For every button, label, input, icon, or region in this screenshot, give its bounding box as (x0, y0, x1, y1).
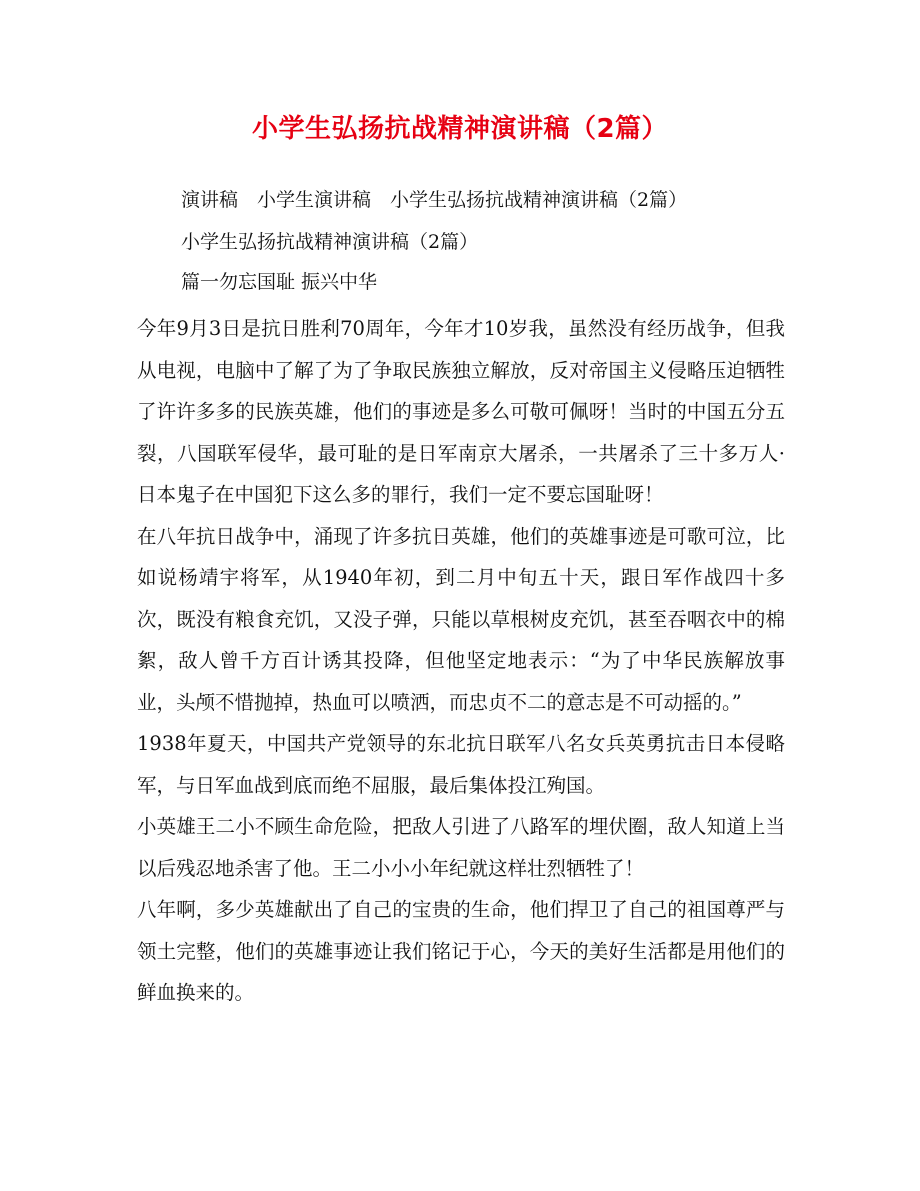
document-meta-tags: 演讲稿 小学生演讲稿 小学生弘扬抗战精神演讲稿（2篇） (181, 189, 688, 211)
document-body (137, 308, 785, 1014)
document-title: 小学生弘扬抗战精神演讲稿（2篇） (251, 114, 669, 144)
section-heading: 篇一勿忘国耻 振兴中华 (181, 271, 378, 293)
document-subtitle: 小学生弘扬抗战精神演讲稿（2篇） (181, 231, 479, 253)
paragraph-4: 小英雄王二小不顾生命危险，把敌人引进了八路军的埋伏圈，敌人知道上当以后残忍地杀害了他。王二小小小年纪就这样壮烈牺牲了！ (137, 815, 785, 880)
paragraph-3: 1938年夏天，中国共产党领导的东北抗日联军八名女兵英勇抗击日本侵略军，与日军血战到底而绝不屈服，最后集体投江殉国。 (137, 732, 785, 797)
paragraph-5: 八年啊，多少英雄献出了自己的宝贵的生命，他们捍卫了自己的祖国尊严与领土完整，他们的英雄事迹让我们铭记于心，今天的美好生活都是用他们的鲜血换来的。 (137, 898, 785, 1004)
paragraph-2: 在八年抗日战争中，涌现了许多抗日英雄，他们的英雄事迹是可歌可泣，比如说杨靖宇将军，从1940年初，到二月中旬五十天，跟日军作战四十多次，既没有粮食充饥，又没子弹，只能以草根树皮充饥，甚至吞咽衣中的棉絮，敌人曾千方百计诱其投降，但他坚定地表示：“为了中华民族解放事业，头颅不惜抛掉，热血可以喷洒，而忠贞不二的意志是不可动摇的。” (137, 524, 785, 714)
paragraph-1: 今年9月3日是抗日胜利70周年，今年才10岁我，虽然没有经历战争，但我从电视，电脑中了解了为了争取民族独立解放，反对帝国主义侵略压迫牺牲了许许多多的民族英雄，他们的事迹是多么可敬可佩呀！当时的中国五分五裂，八国联军侵华，最可耻的是日军南京大屠杀，一共屠杀了三十多万人·日本鬼子在中国犯下这么多的罪行，我们一定不要忘国耻呀！ (137, 317, 785, 506)
